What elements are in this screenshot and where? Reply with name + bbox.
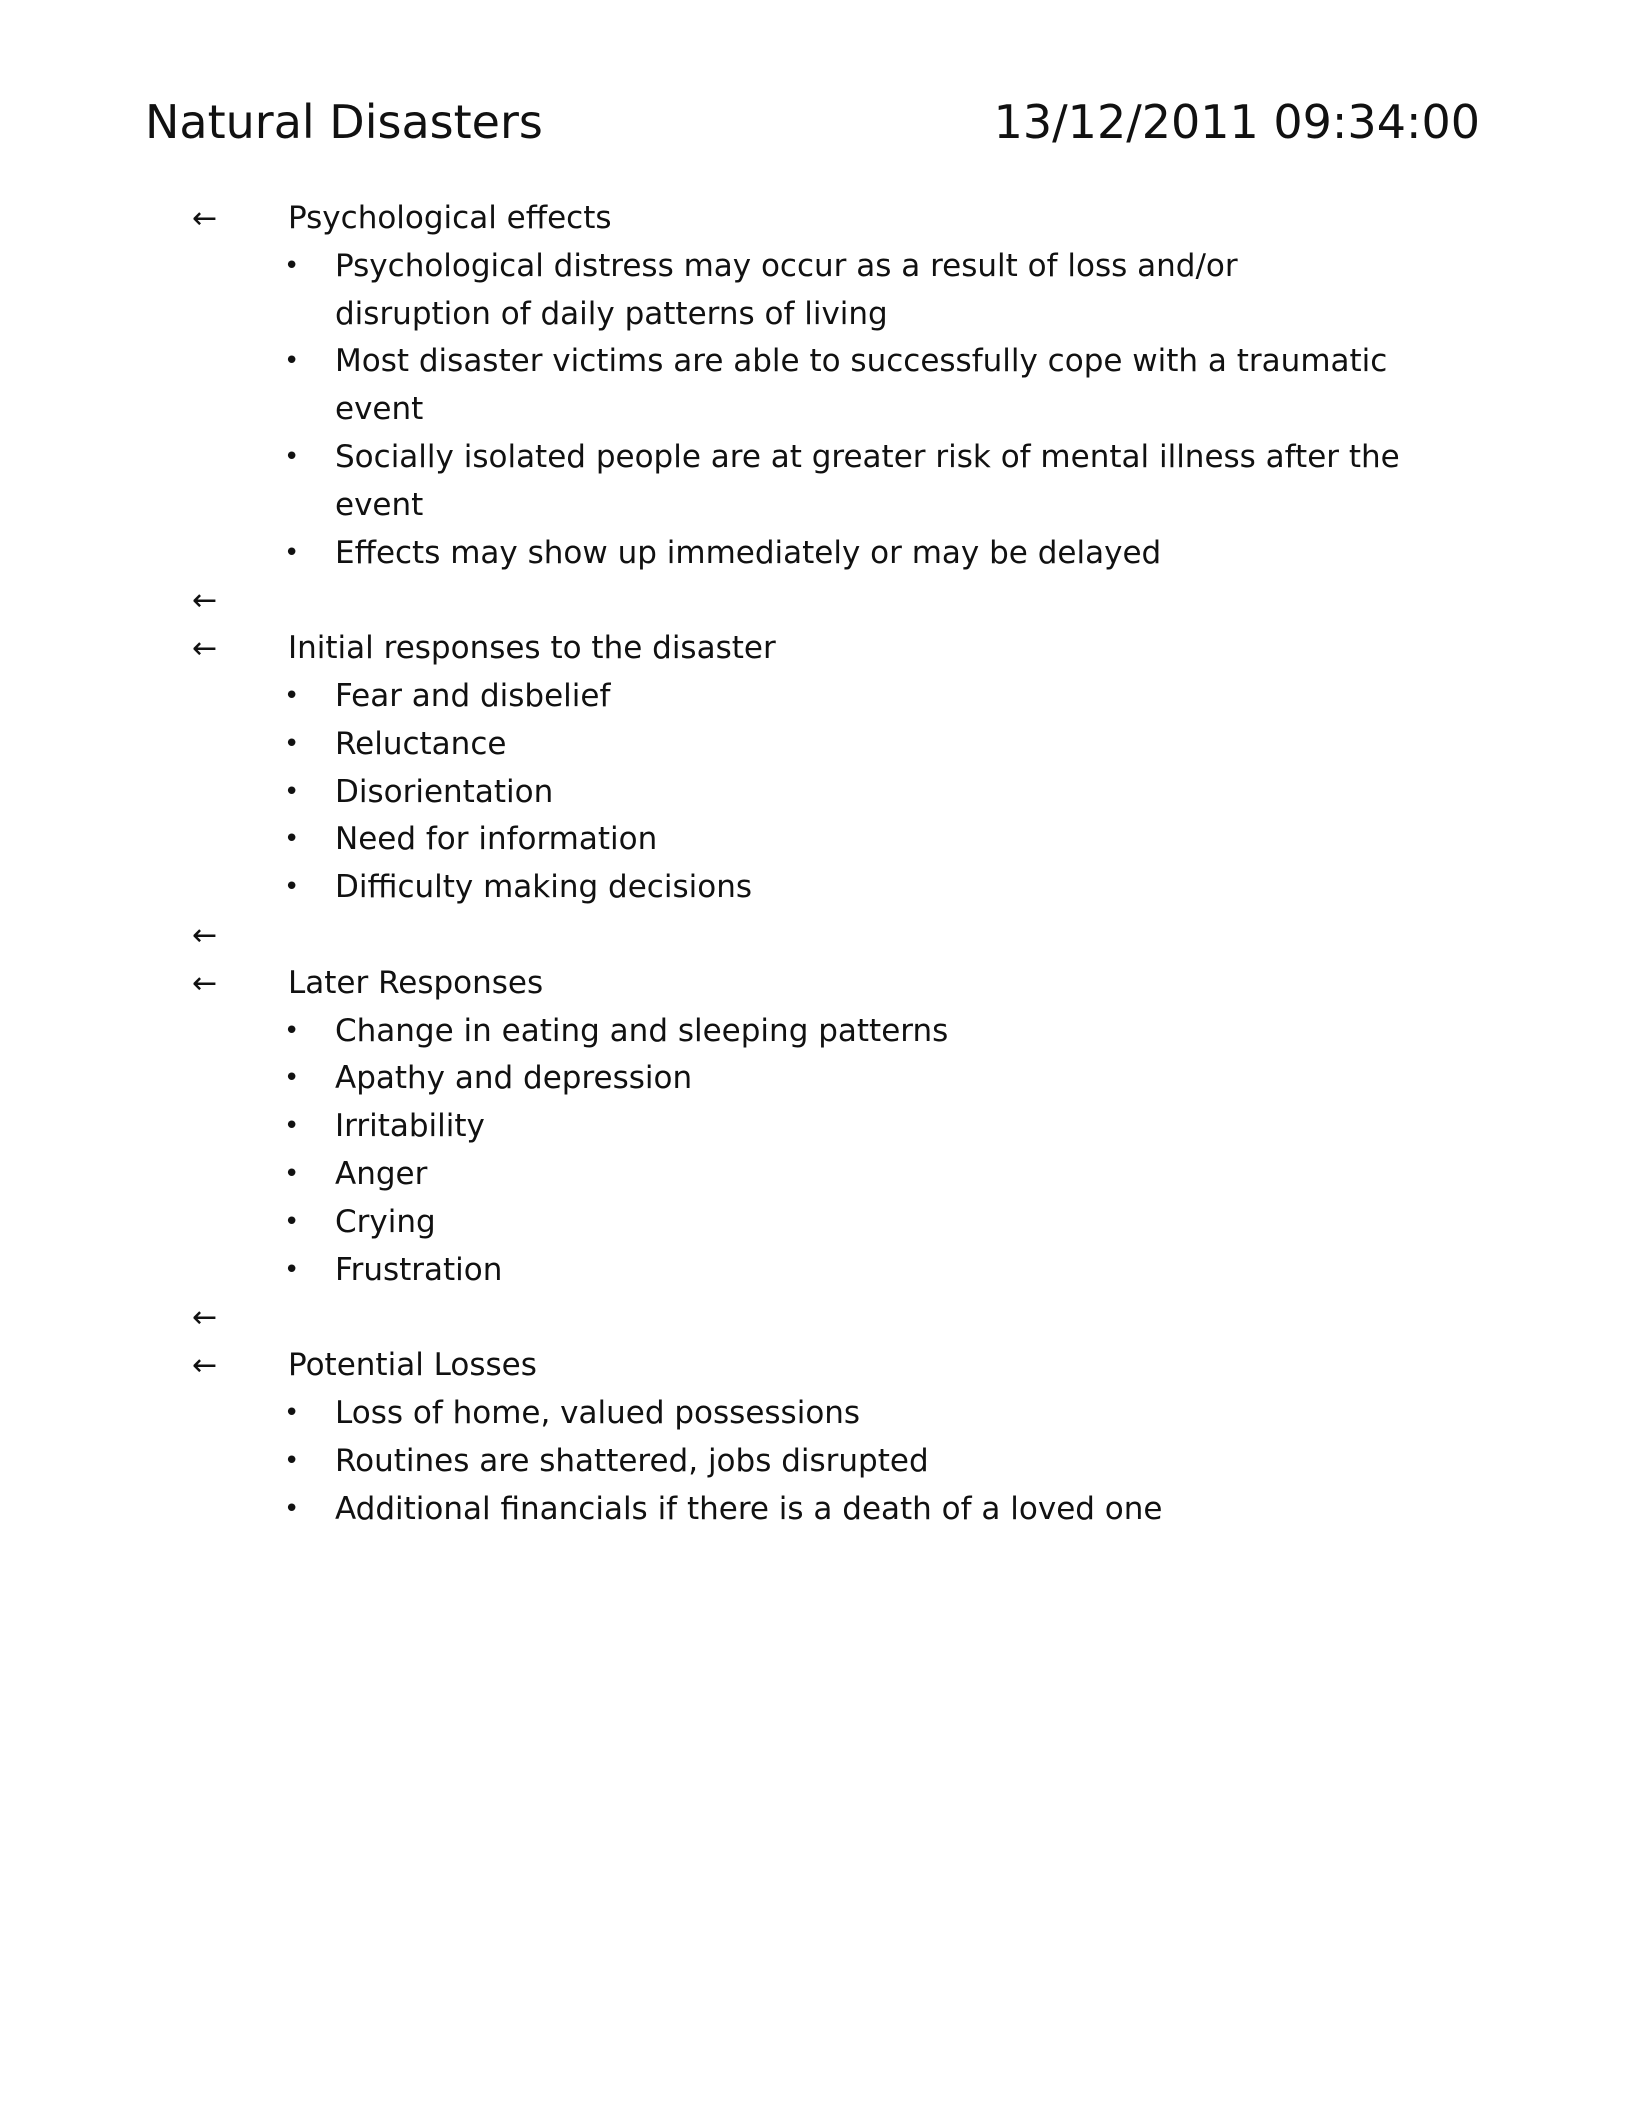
section-heading-row	[0, 1342, 1640, 1390]
bullet-text: Effects may show up immediately or may be delayed	[335, 534, 1162, 571]
bullet-icon: •	[284, 1445, 300, 1476]
left-arrow-icon: ←	[192, 1348, 218, 1384]
document-title: Natural Disasters	[145, 95, 543, 149]
bullet-item	[0, 434, 1640, 482]
empty-arrow-row	[0, 577, 1640, 625]
bullet-item	[0, 864, 1640, 912]
bullet-text: Anger	[335, 1155, 428, 1192]
bullet-icon: •	[284, 1111, 300, 1142]
bullet-text: Socially isolated people are at greater risk of mental illness after the	[335, 438, 1400, 475]
bullet-icon: •	[284, 1493, 300, 1524]
bullet-item	[0, 1390, 1640, 1438]
bullet-text: Psychological distress may occur as a result of loss and/or	[335, 247, 1238, 284]
bullet-text: Loss of home, valued possessions	[335, 1394, 861, 1431]
bullet-icon: •	[284, 1158, 300, 1189]
bullet-text: Crying	[335, 1203, 436, 1240]
bullet-text: Change in eating and sleeping patterns	[335, 1012, 949, 1049]
bullet-text: Disorientation	[335, 773, 554, 810]
bullet-text: Additional financials if there is a death of a loved one	[335, 1490, 1163, 1527]
section-heading-row	[0, 195, 1640, 243]
bullet-item	[0, 673, 1640, 721]
bullet-icon: •	[284, 776, 300, 807]
bullet-icon: •	[284, 824, 300, 855]
bullet-item	[0, 721, 1640, 769]
bullet-icon: •	[284, 250, 300, 281]
bullet-item	[0, 530, 1640, 578]
section-heading: Initial responses to the disaster	[288, 630, 776, 667]
bullet-item	[0, 1008, 1640, 1056]
bullet-item	[0, 816, 1640, 864]
bullet-text: Need for information	[335, 821, 658, 858]
bullet-icon: •	[284, 441, 300, 472]
left-arrow-icon: ←	[192, 583, 218, 619]
left-arrow-icon: ←	[192, 965, 218, 1001]
bullet-icon: •	[284, 872, 300, 903]
bullet-icon: •	[284, 680, 300, 711]
left-arrow-icon: ←	[192, 631, 218, 667]
bullet-icon: •	[284, 1015, 300, 1046]
section-heading-row	[0, 960, 1640, 1008]
empty-arrow-row	[0, 1294, 1640, 1342]
section-heading-row	[0, 625, 1640, 673]
bullet-icon: •	[284, 728, 300, 759]
left-arrow-icon: ←	[192, 917, 218, 953]
bullet-continuation	[0, 482, 1640, 530]
bullet-text: Fear and disbelief	[335, 677, 611, 714]
bullet-item	[0, 1199, 1640, 1247]
bullet-item	[0, 769, 1640, 817]
bullet-text: Most disaster victims are able to successfully cope with a traumatic	[335, 343, 1388, 380]
left-arrow-icon: ←	[192, 1300, 218, 1336]
bullet-text: Routines are shattered, jobs disrupted	[335, 1442, 929, 1479]
bullet-item	[0, 1486, 1640, 1534]
bullet-text: Difficulty making decisions	[335, 869, 752, 906]
bullet-item	[0, 338, 1640, 386]
bullet-icon: •	[284, 1206, 300, 1237]
section-heading: Potential Losses	[288, 1347, 537, 1384]
section-heading: Later Responses	[288, 964, 544, 1001]
bullet-text-continued: disruption of daily patterns of living	[335, 295, 888, 332]
bullet-icon: •	[284, 1063, 300, 1094]
bullet-icon: •	[284, 1397, 300, 1428]
document-header	[145, 92, 1480, 152]
bullet-text-continued: event	[335, 391, 424, 428]
bullet-text: Irritability	[335, 1108, 485, 1145]
bullet-item	[0, 1151, 1640, 1199]
bullet-text: Frustration	[335, 1251, 503, 1288]
bullet-item	[0, 1247, 1640, 1295]
bullet-continuation	[0, 291, 1640, 339]
bullet-text-continued: event	[335, 486, 424, 523]
bullet-item	[0, 1103, 1640, 1151]
bullet-icon: •	[284, 537, 300, 568]
empty-arrow-row	[0, 912, 1640, 960]
document-timestamp: 13/12/2011 09:34:00	[993, 95, 1480, 149]
outline-list	[0, 195, 1640, 1533]
bullet-text: Reluctance	[335, 725, 507, 762]
bullet-icon: •	[284, 346, 300, 377]
bullet-item	[0, 1438, 1640, 1486]
left-arrow-icon: ←	[192, 201, 218, 236]
bullet-icon: •	[284, 1254, 300, 1285]
bullet-item	[0, 1055, 1640, 1103]
section-heading: Psychological effects	[288, 200, 612, 236]
bullet-text: Apathy and depression	[335, 1060, 693, 1097]
bullet-continuation	[0, 386, 1640, 434]
bullet-item	[0, 243, 1640, 291]
